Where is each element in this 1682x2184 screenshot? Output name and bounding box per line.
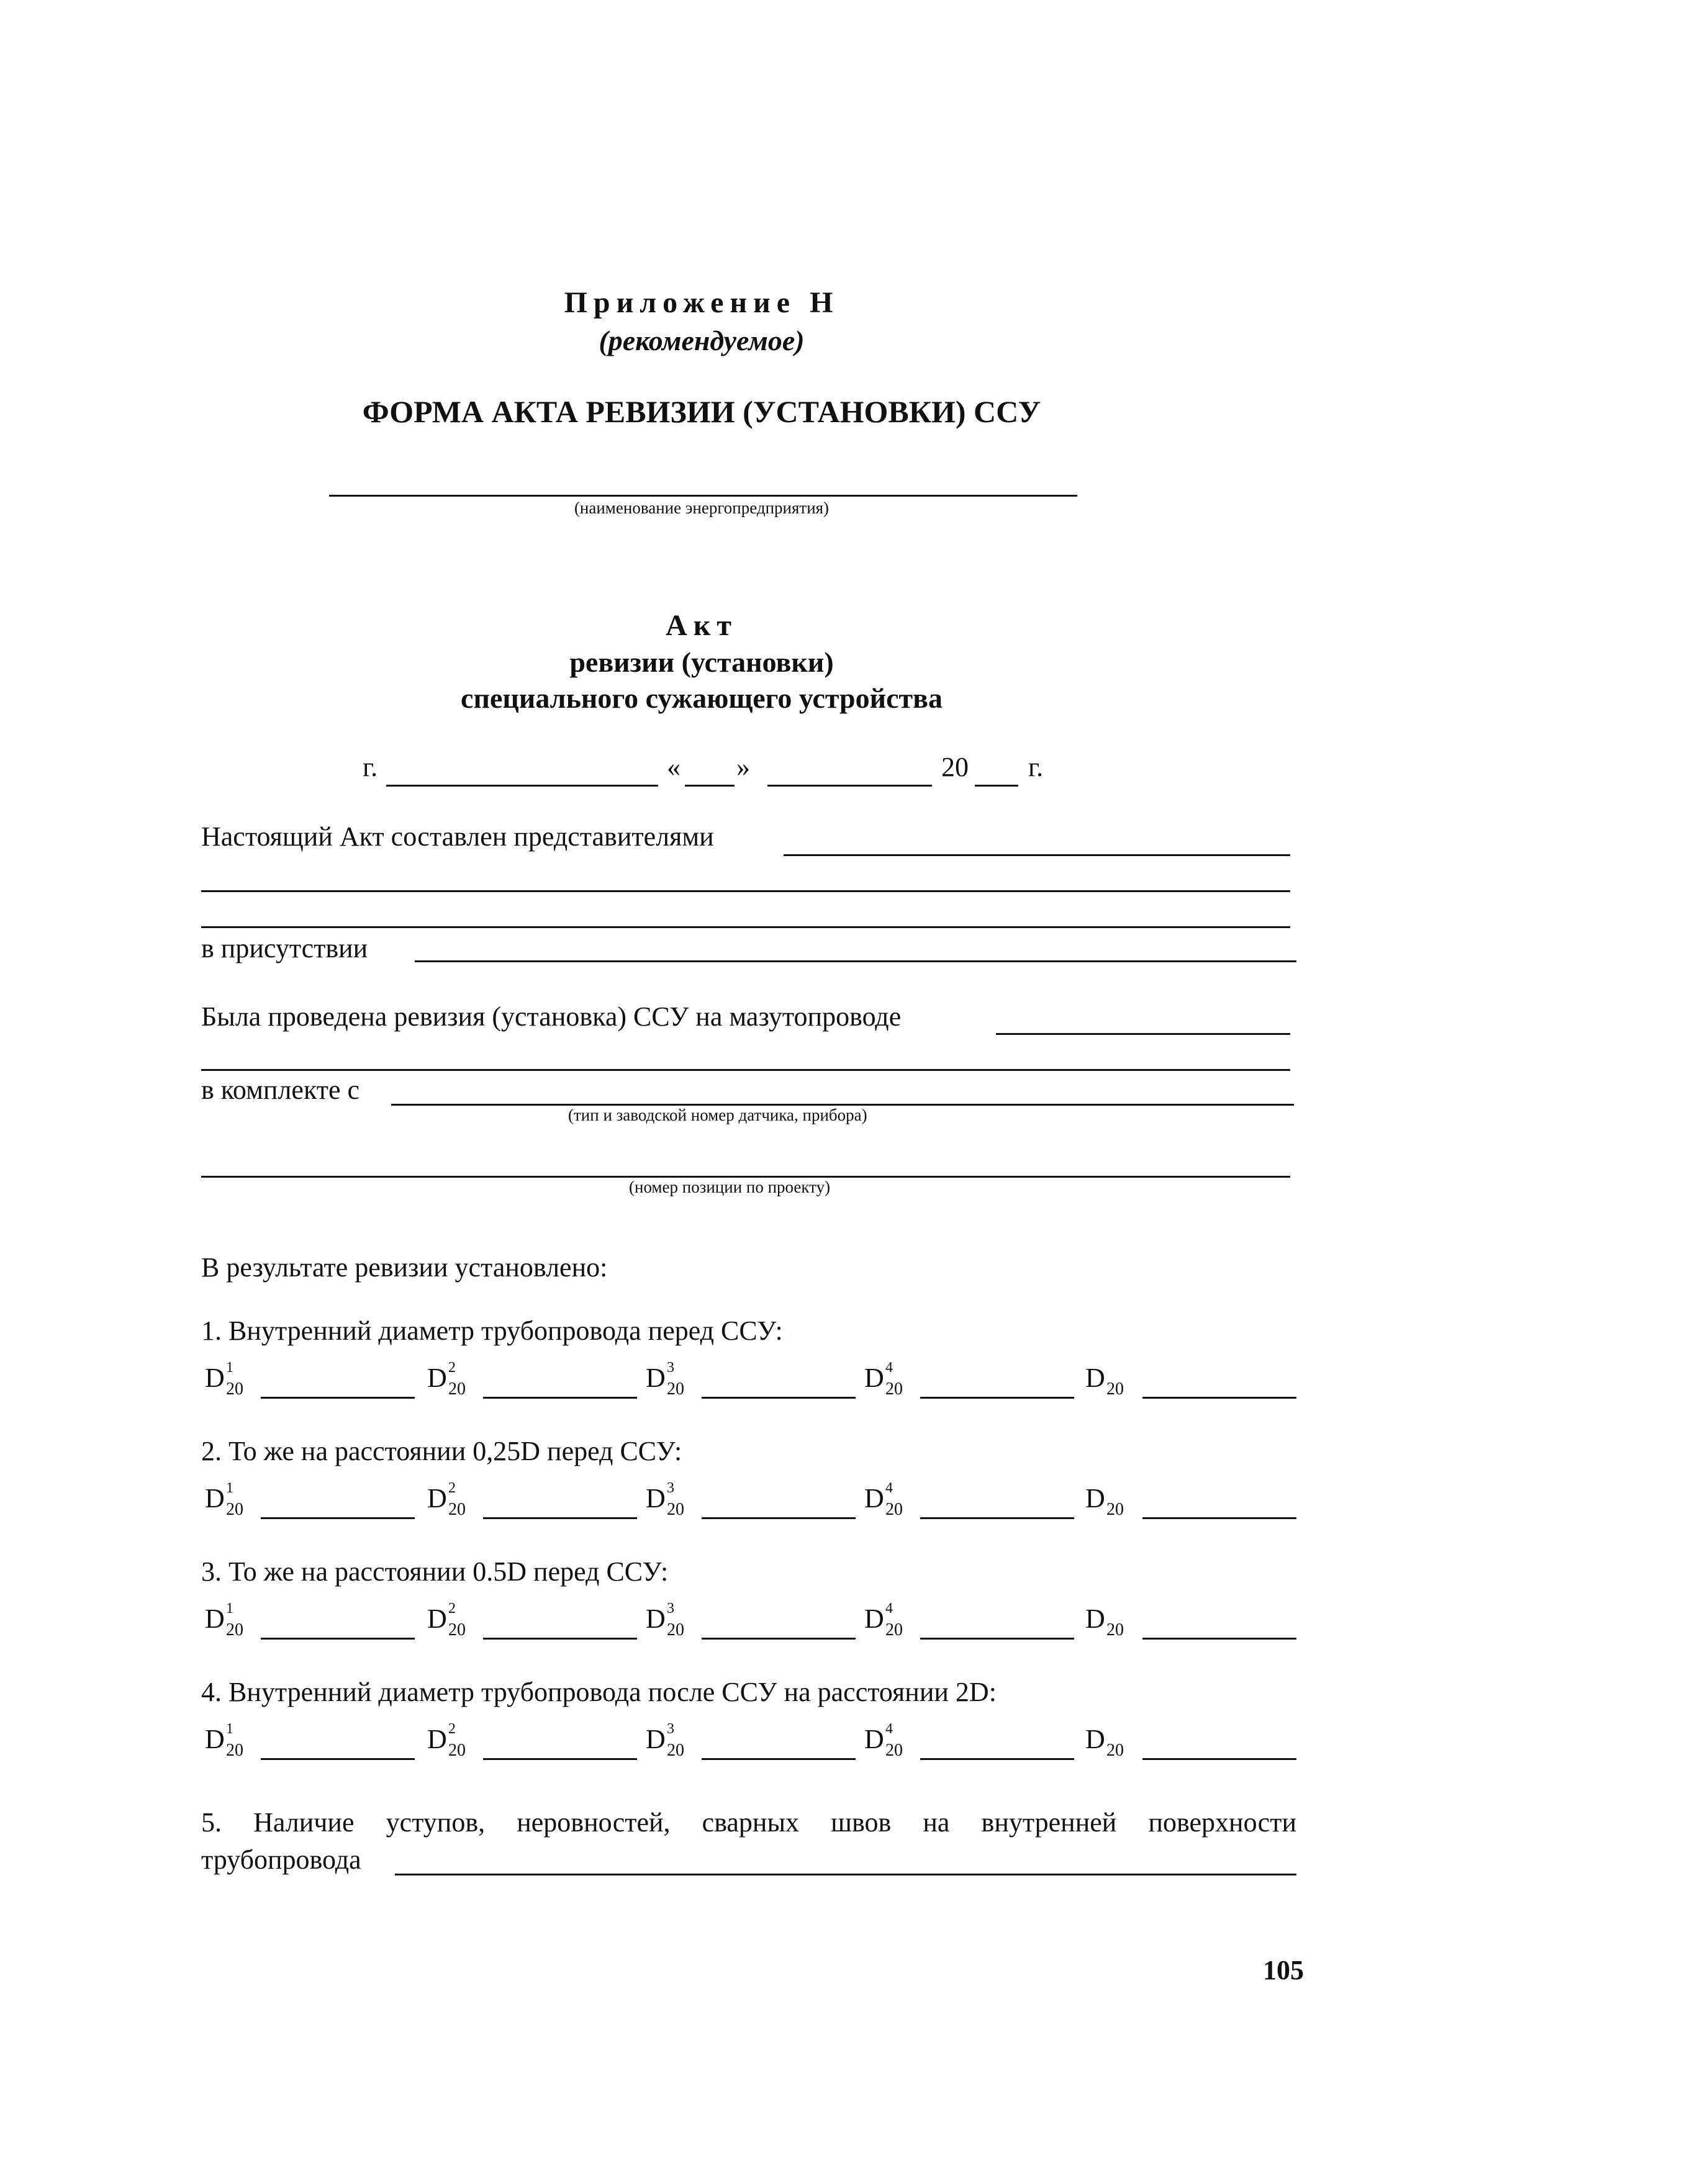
year-suffix: г. xyxy=(1028,752,1044,782)
item-heading: 2. То же на расстоянии 0,25D перед ССУ: xyxy=(201,1436,682,1466)
position-caption: (номер позиции по проекту) xyxy=(629,1178,831,1196)
diameter-symbol: D xyxy=(427,1724,447,1754)
diameter-symbol: D xyxy=(646,1604,666,1634)
presence-label: в присутствии xyxy=(201,933,368,963)
diameter-superscript: 4 xyxy=(885,1600,893,1617)
diameter-superscript: 3 xyxy=(667,1600,674,1617)
diameter-subscript: 20 xyxy=(885,1741,903,1760)
month-field xyxy=(767,785,932,787)
diameter-field xyxy=(1142,1397,1296,1399)
diameter-field xyxy=(1142,1638,1296,1640)
diameter-subscript: 20 xyxy=(667,1620,684,1640)
diameter-subscript: 20 xyxy=(226,1741,243,1760)
enterprise-caption: (наименование энергопредприятия) xyxy=(574,499,830,517)
page-number: 105 xyxy=(1263,1955,1304,1985)
diameter-superscript: 3 xyxy=(667,1480,674,1496)
diameter-subscript: 20 xyxy=(226,1620,243,1640)
diameter-field xyxy=(702,1517,856,1519)
form-title: ФОРМА АКТА РЕВИЗИИ (УСТАНОВКИ) ССУ xyxy=(362,394,1041,429)
diameter-superscript: 1 xyxy=(226,1600,233,1617)
diameter-symbol: D xyxy=(864,1363,884,1393)
diameter-subscript: 20 xyxy=(448,1379,466,1399)
diameter-subscript: 20 xyxy=(885,1620,903,1640)
year-prefix: 20 xyxy=(941,752,969,782)
diameter-subscript: 20 xyxy=(1106,1741,1124,1760)
item5-field xyxy=(395,1874,1296,1875)
item5-line2: трубопровода xyxy=(201,1844,361,1875)
diameter-field xyxy=(483,1758,637,1760)
diameter-superscript: 2 xyxy=(448,1480,456,1496)
diameter-superscript: 1 xyxy=(226,1360,233,1376)
diameter-subscript: 20 xyxy=(448,1620,466,1640)
complete-with-label: в комплекте с xyxy=(201,1075,360,1105)
diameter-symbol: D xyxy=(427,1604,447,1634)
appendix-note: (рекомендуемое) xyxy=(599,325,805,356)
diameter-field xyxy=(1142,1517,1296,1519)
diameter-field xyxy=(483,1517,637,1519)
diameter-field xyxy=(920,1758,1074,1760)
diameter-field xyxy=(702,1758,856,1760)
diameter-field xyxy=(920,1397,1074,1399)
diameter-subscript: 20 xyxy=(448,1500,466,1519)
diameter-superscript: 3 xyxy=(667,1721,674,1737)
diameter-symbol: D xyxy=(864,1724,884,1754)
diameter-symbol: D xyxy=(646,1363,666,1393)
item-heading: 1. Внутренний диаметр трубопровода перед ССУ: xyxy=(201,1315,783,1346)
item-heading: 4. Внутренний диаметр трубопровода после ССУ на расстоянии 2D: xyxy=(201,1677,997,1707)
diameter-superscript: 1 xyxy=(226,1480,233,1496)
diameter-field xyxy=(261,1397,415,1399)
quote-open: « xyxy=(667,752,680,782)
diameter-symbol: D xyxy=(205,1724,225,1754)
diameter-superscript: 4 xyxy=(885,1721,893,1737)
act-line-3: специального сужающего устройства xyxy=(461,682,943,714)
diameter-superscript: 1 xyxy=(226,1721,233,1737)
diameter-subscript: 20 xyxy=(1106,1620,1124,1640)
revision-label: Была проведена ревизия (установка) ССУ на мазутопроводе xyxy=(201,1001,902,1032)
representatives-field-2 xyxy=(201,890,1290,892)
revision-field-2 xyxy=(201,1069,1290,1071)
diameter-subscript: 20 xyxy=(667,1741,684,1760)
diameter-subscript: 20 xyxy=(667,1379,684,1399)
representatives-label: Настоящий Акт составлен представителями xyxy=(201,821,714,852)
diameter-field xyxy=(920,1517,1074,1519)
diameter-superscript: 3 xyxy=(667,1360,674,1376)
diameter-symbol: D xyxy=(1085,1483,1105,1514)
day-field xyxy=(685,785,735,787)
diameter-symbol: D xyxy=(864,1604,884,1634)
quote-close: » xyxy=(736,752,750,782)
sensor-caption: (тип и заводской номер датчика, прибора) xyxy=(568,1106,867,1124)
diameter-symbol: D xyxy=(205,1604,225,1634)
diameter-subscript: 20 xyxy=(226,1379,243,1399)
diameter-symbol: D xyxy=(864,1483,884,1514)
diameter-symbol: D xyxy=(427,1363,447,1393)
diameter-subscript: 20 xyxy=(1106,1500,1124,1519)
diameter-superscript: 4 xyxy=(885,1480,893,1496)
diameter-subscript: 20 xyxy=(885,1379,903,1399)
item5-line1: 5. Наличие уступов, неровностей, сварных швов на внутренней поверхности xyxy=(201,1807,1296,1838)
appendix-label: Приложение Н xyxy=(564,286,839,319)
presence-field xyxy=(415,960,1296,962)
diameter-field xyxy=(261,1638,415,1640)
diameter-symbol: D xyxy=(1085,1604,1105,1634)
diameter-symbol: D xyxy=(646,1483,666,1514)
diameter-superscript: 2 xyxy=(448,1600,456,1617)
diameter-field xyxy=(702,1397,856,1399)
results-heading: В результате ревизии установлено: xyxy=(201,1252,608,1283)
diameter-subscript: 20 xyxy=(448,1741,466,1760)
diameter-symbol: D xyxy=(427,1483,447,1514)
diameter-field xyxy=(483,1397,637,1399)
city-prefix: г. xyxy=(363,752,378,782)
act-line-2: ревизии (установки) xyxy=(569,646,834,678)
diameter-symbol: D xyxy=(205,1363,225,1393)
diameter-subscript: 20 xyxy=(226,1500,243,1519)
diameter-subscript: 20 xyxy=(885,1500,903,1519)
diameter-subscript: 20 xyxy=(667,1500,684,1519)
item-heading: 3. То же на расстоянии 0.5D перед ССУ: xyxy=(201,1556,669,1587)
diameter-field xyxy=(1142,1758,1296,1760)
diameter-subscript: 20 xyxy=(1106,1379,1124,1399)
diameter-superscript: 2 xyxy=(448,1360,456,1376)
enterprise-name-line xyxy=(329,495,1077,497)
diameter-symbol: D xyxy=(1085,1363,1105,1393)
city-field xyxy=(386,785,658,787)
diameter-superscript: 2 xyxy=(448,1721,456,1737)
act-word: Акт xyxy=(666,609,738,642)
diameter-field xyxy=(261,1758,415,1760)
representatives-field-3 xyxy=(201,926,1290,928)
revision-field xyxy=(996,1033,1290,1035)
diameter-field xyxy=(920,1638,1074,1640)
diameter-field xyxy=(702,1638,856,1640)
representatives-field xyxy=(784,854,1290,856)
diameter-field xyxy=(483,1638,637,1640)
diameter-symbol: D xyxy=(646,1724,666,1754)
diameter-symbol: D xyxy=(205,1483,225,1514)
diameter-field xyxy=(261,1517,415,1519)
diameter-superscript: 4 xyxy=(885,1360,893,1376)
year-field xyxy=(975,785,1018,787)
diameter-symbol: D xyxy=(1085,1724,1105,1754)
